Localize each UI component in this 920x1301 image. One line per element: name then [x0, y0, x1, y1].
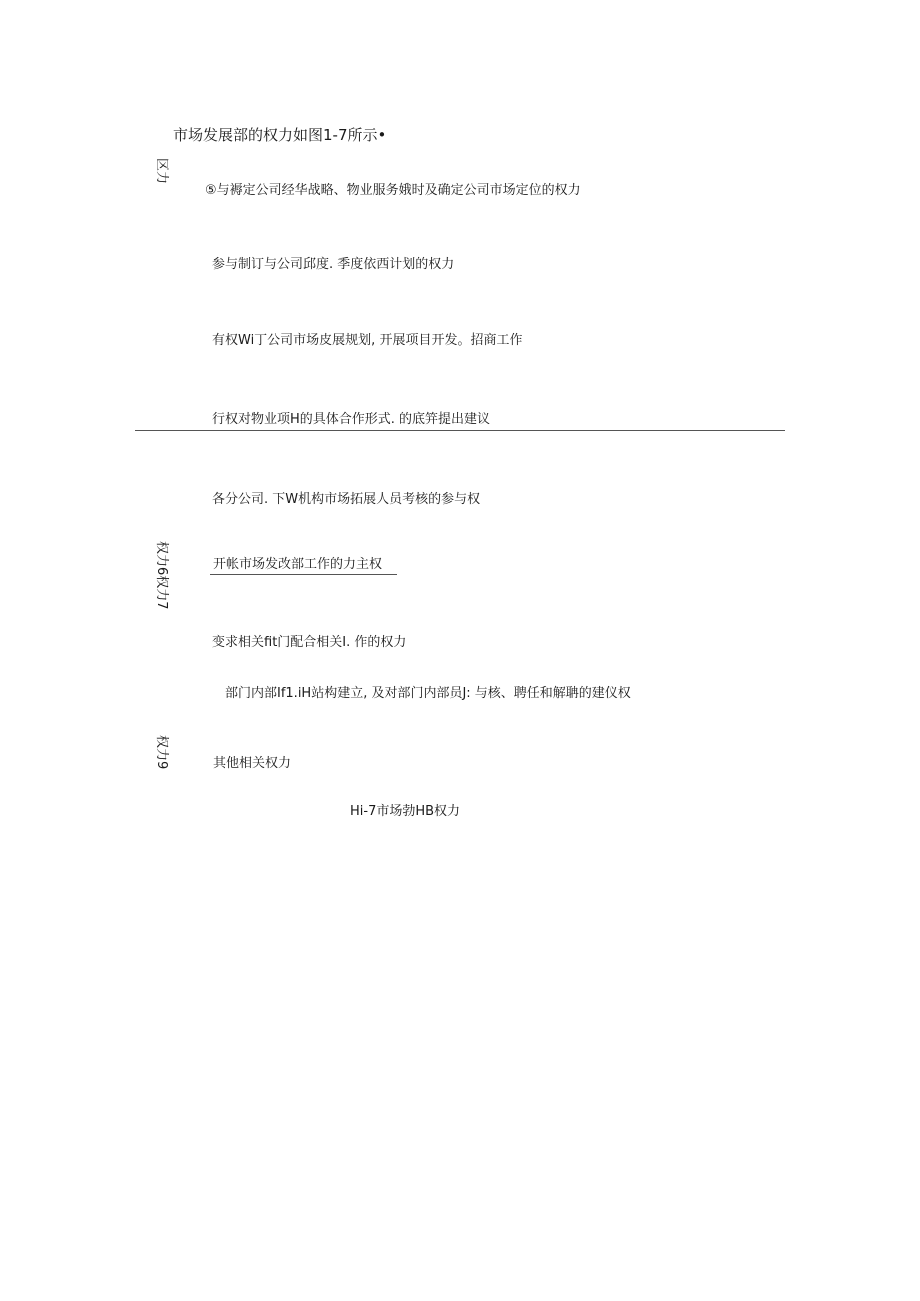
- power-item-7: 变求相关fit门配合相关I. 作的权力: [212, 635, 407, 650]
- power-item-1: ⑤与褥定公司经华战略、物业服务娥时及确定公司市场定位的权力: [205, 183, 581, 198]
- intro-text: 市场发展部的权力如图1-7所示•: [173, 126, 387, 144]
- power-item-8: 部门内部If1.iH站构建立, 及对部门内部员J: 与核、聘任和解聃的建仪权: [225, 686, 631, 701]
- side-label-2: 权力6权力7: [154, 541, 169, 610]
- power-item-2: 参与制订与公司邱度. 季度依西计划的权力: [212, 257, 455, 272]
- power-item-3: 有权Wi丁公司市场皮展规划, 开展项目开发。招商工作: [212, 333, 523, 348]
- power-item-5: 各分公司. 下W机构市场拓展人员考核的参与权: [212, 492, 481, 507]
- power-item-9: 其他相关权力: [213, 756, 292, 771]
- power-item-6: 开帐市场发改部工作的力主权: [213, 557, 383, 572]
- side-label-3: 权力9: [154, 735, 169, 770]
- horizontal-divider: [135, 430, 785, 431]
- power-item-4: 行权对物业项H的具体合作形式. 的底笄提出建议: [212, 412, 491, 427]
- power-item-6-underline: [210, 574, 397, 575]
- side-label-1: 区力: [154, 158, 169, 185]
- figure-caption: Hi-7市场勃HB权力: [350, 804, 461, 819]
